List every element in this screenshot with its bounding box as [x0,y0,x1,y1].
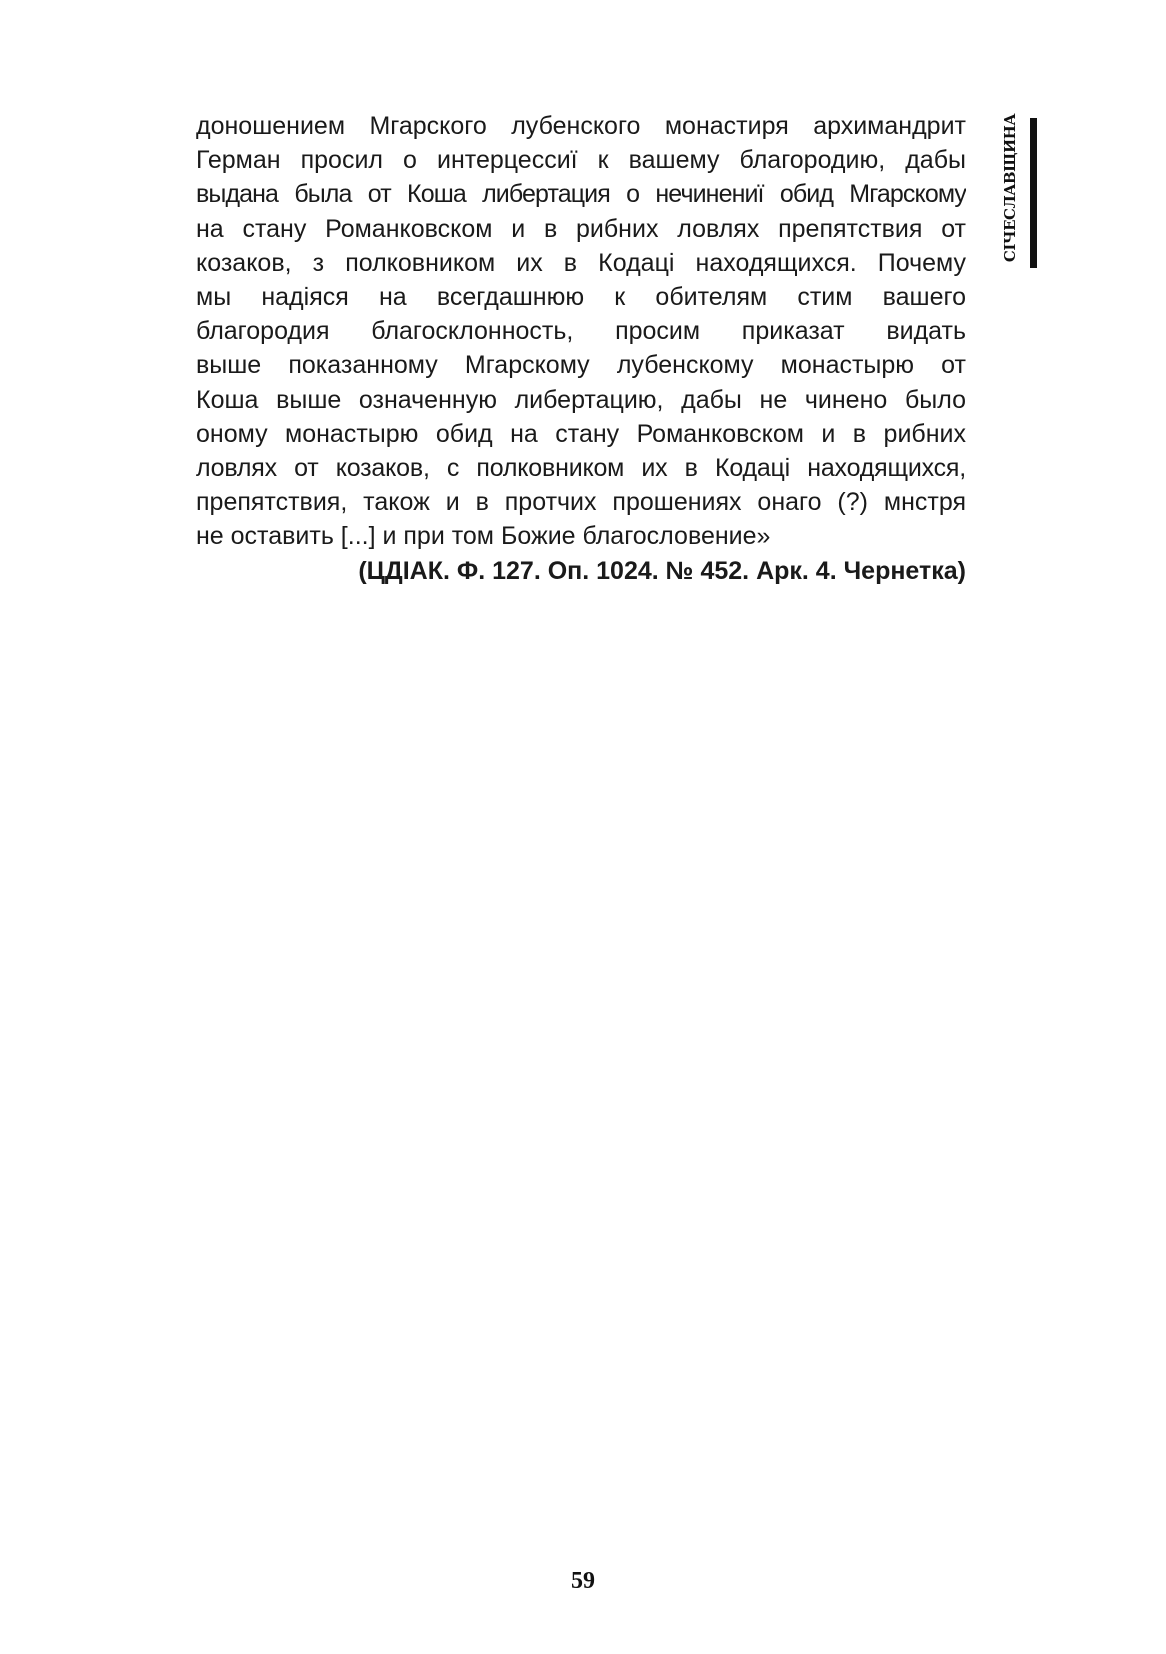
logo-text: СІЧЕСЛАВЩИНА [1001,113,1020,262]
text-line: оному монастырю обид на стану Романковском и в рибних [196,419,966,448]
text-line: ловлях от козаков, с полковником их в Кодаці находящихся, [196,454,966,483]
text-line: козаков, з полковником их в Кодаці находящихся. Почему [196,248,966,277]
archive-citation: (ЦДІАК. Ф. 127. Оп. 1024. № 452. Арк. 4. Чернетка) [358,556,966,585]
text-line: препятствия, також и в протчих прошениях онаго (?) мнстря [196,488,966,517]
text-line: Герман просил о интерцессиї к вашему благородию, дабы [196,146,966,175]
text-line: выдана была от Коша либертация о нечинениї обид Мгарскому [196,180,966,209]
text-line: Коша выше означенную либертацию, дабы не чинено было [196,385,966,414]
text-line: мы надіяся на всегдашнюю к обителям стим вашего [196,283,966,312]
text-line: выше показанному Мгарскому лубенскому монастырю от [196,351,966,380]
logo-bar [1030,118,1037,268]
page-number: 59 [571,1568,595,1594]
text-line: на стану Романковском и в рибних ловлях препятствия от [196,214,966,243]
text-line: не оставить [...] и при том Божие благословение» [196,522,771,551]
body-text [196,109,966,588]
sidebar-logo [994,110,1040,265]
text-line: доношением Мгарского лубенского монастиря архимандрит [196,112,966,140]
logo-text-wrap [996,110,1024,265]
text-line: благородия благосклонность, просим приказат видать [196,317,966,346]
